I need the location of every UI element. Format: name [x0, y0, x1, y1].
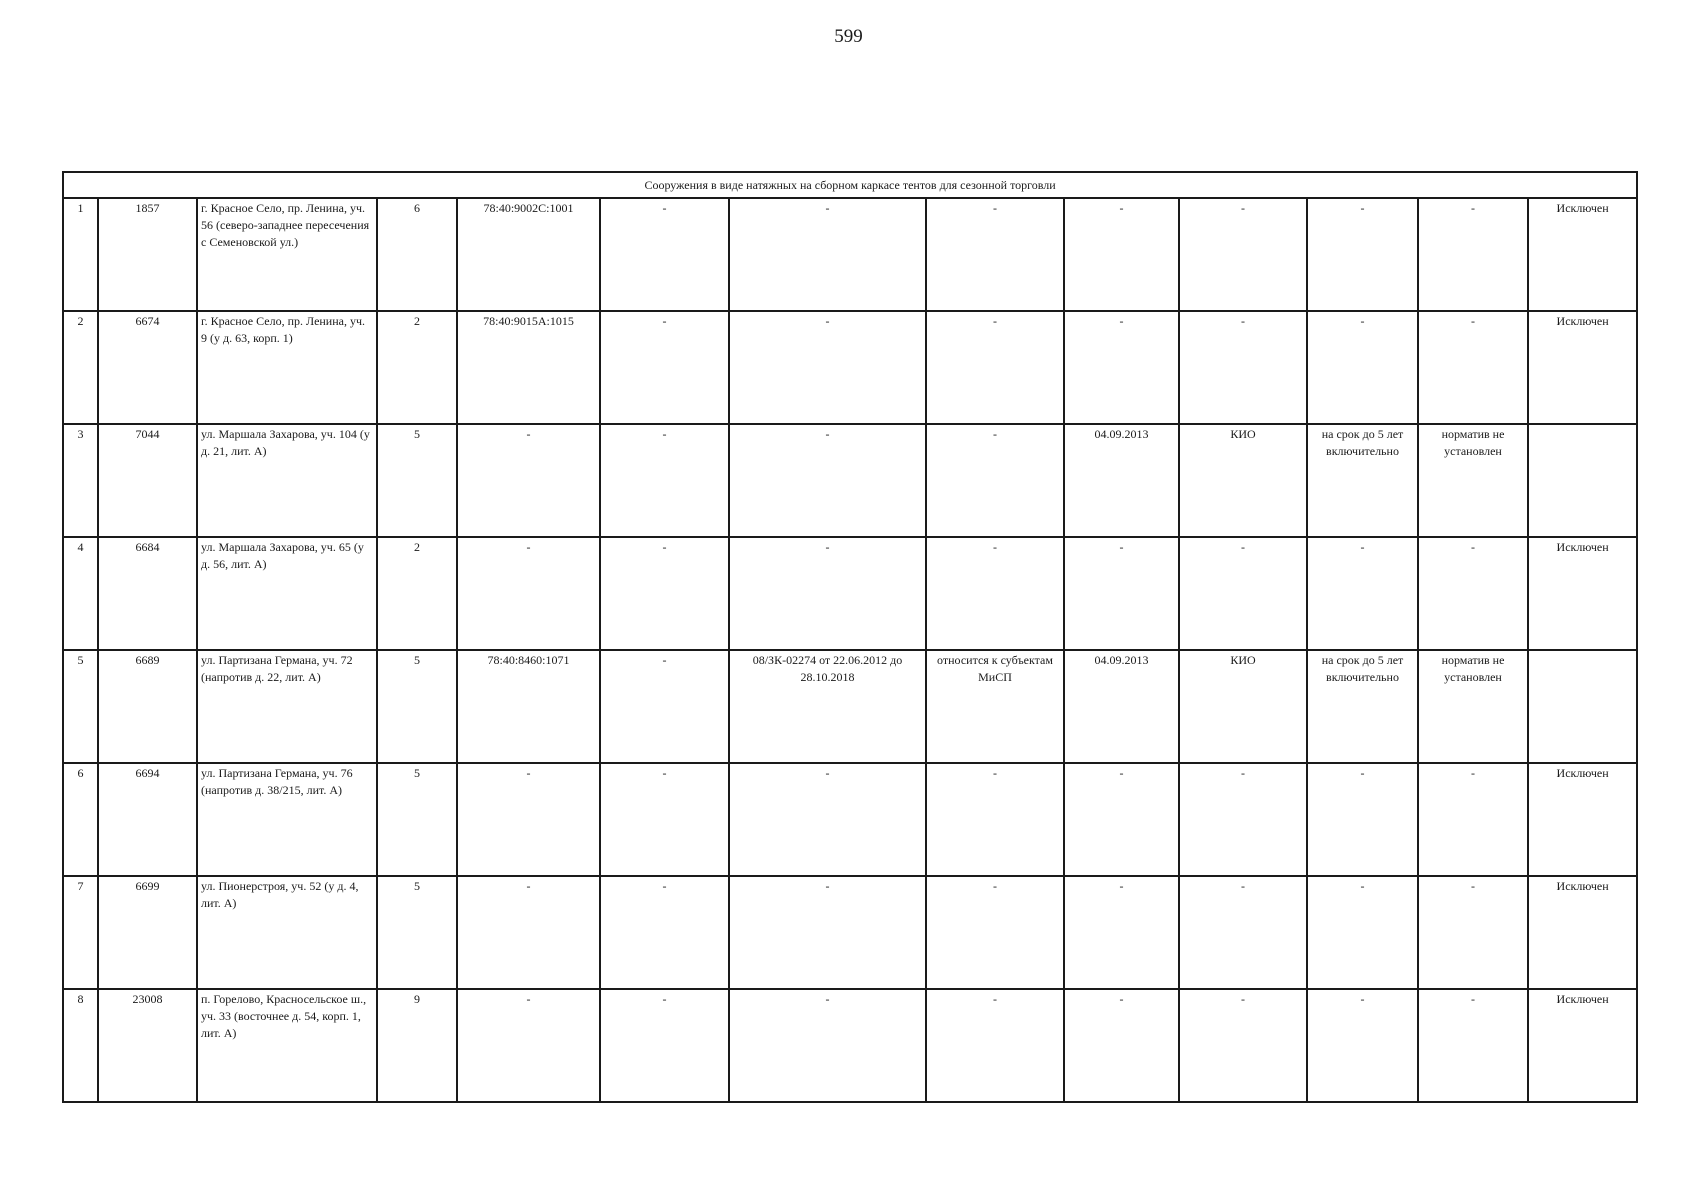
smb-status: - [926, 311, 1064, 424]
norm: - [1418, 989, 1528, 1102]
row-number: 6 [63, 763, 98, 876]
column-4: 2 [377, 311, 457, 424]
row-number: 2 [63, 311, 98, 424]
row-number: 3 [63, 424, 98, 537]
table-row [63, 198, 1637, 311]
smb-status: относится к субъектам МиСП [926, 650, 1064, 763]
address: п. Горелово, Красносельское ш., уч. 33 (восточнее д. 54, корп. 1, лит. А) [197, 989, 377, 1102]
smb-status: - [926, 198, 1064, 311]
cadastral-number: 78:40:9015А:1015 [457, 311, 600, 424]
column-6: - [600, 424, 729, 537]
date: 04.09.2013 [1064, 650, 1179, 763]
address: г. Красное Село, пр. Ленина, уч. 9 (у д. 63, корп. 1) [197, 311, 377, 424]
column-6: - [600, 650, 729, 763]
object-id: 6694 [98, 763, 197, 876]
contract-info: - [729, 876, 926, 989]
status: Исключен [1528, 198, 1637, 311]
smb-status: - [926, 876, 1064, 989]
column-6: - [600, 537, 729, 650]
norm: - [1418, 876, 1528, 989]
authority: - [1179, 763, 1307, 876]
cadastral-number: - [457, 763, 600, 876]
row-number: 1 [63, 198, 98, 311]
column-4: 5 [377, 763, 457, 876]
authority: - [1179, 537, 1307, 650]
row-number: 8 [63, 989, 98, 1102]
cadastral-number: - [457, 989, 600, 1102]
status: Исключен [1528, 311, 1637, 424]
column-6: - [600, 198, 729, 311]
column-4: 5 [377, 876, 457, 989]
table-row [63, 989, 1637, 1102]
address: ул. Партизана Германа, уч. 72 (напротив д. 22, лит. А) [197, 650, 377, 763]
cadastral-number: - [457, 876, 600, 989]
norm: - [1418, 763, 1528, 876]
registry-table [62, 171, 1638, 1103]
object-id: 23008 [98, 989, 197, 1102]
cadastral-number: - [457, 424, 600, 537]
norm: норматив не установлен [1418, 650, 1528, 763]
term: - [1307, 537, 1418, 650]
term: на срок до 5 лет включительно [1307, 424, 1418, 537]
contract-info: - [729, 537, 926, 650]
contract-info: 08/ЗК-02274 от 22.06.2012 до 28.10.2018 [729, 650, 926, 763]
object-id: 1857 [98, 198, 197, 311]
contract-info: - [729, 198, 926, 311]
term: на срок до 5 лет включительно [1307, 650, 1418, 763]
authority: КИО [1179, 650, 1307, 763]
row-number: 7 [63, 876, 98, 989]
term: - [1307, 989, 1418, 1102]
cadastral-number: - [457, 537, 600, 650]
column-6: - [600, 763, 729, 876]
date: 04.09.2013 [1064, 424, 1179, 537]
column-6: - [600, 989, 729, 1102]
table-row [63, 650, 1637, 763]
object-id: 6674 [98, 311, 197, 424]
column-4: 5 [377, 424, 457, 537]
address: ул. Партизана Германа, уч. 76 (напротив д. 38/215, лит. А) [197, 763, 377, 876]
object-id: 7044 [98, 424, 197, 537]
norm: - [1418, 198, 1528, 311]
contract-info: - [729, 763, 926, 876]
date: - [1064, 311, 1179, 424]
norm: норматив не установлен [1418, 424, 1528, 537]
norm: - [1418, 537, 1528, 650]
status [1528, 650, 1637, 763]
date: - [1064, 537, 1179, 650]
table-row [63, 537, 1637, 650]
authority: - [1179, 198, 1307, 311]
term: - [1307, 763, 1418, 876]
table-row [63, 763, 1637, 876]
authority: КИО [1179, 424, 1307, 537]
term: - [1307, 311, 1418, 424]
status [1528, 424, 1637, 537]
smb-status: - [926, 763, 1064, 876]
page-number: 599 [834, 26, 863, 47]
date: - [1064, 763, 1179, 876]
row-number: 5 [63, 650, 98, 763]
term: - [1307, 198, 1418, 311]
table-row [63, 876, 1637, 989]
date: - [1064, 198, 1179, 311]
status: Исключен [1528, 876, 1637, 989]
cadastral-number: 78:40:8460:1071 [457, 650, 600, 763]
status: Исключен [1528, 537, 1637, 650]
column-4: 5 [377, 650, 457, 763]
address: ул. Маршала Захарова, уч. 65 (у д. 56, лит. А) [197, 537, 377, 650]
smb-status: - [926, 424, 1064, 537]
address: ул. Пионерстроя, уч. 52 (у д. 4, лит. А) [197, 876, 377, 989]
column-4: 6 [377, 198, 457, 311]
table-row [63, 311, 1637, 424]
authority: - [1179, 989, 1307, 1102]
column-4: 9 [377, 989, 457, 1102]
term: - [1307, 876, 1418, 989]
authority: - [1179, 311, 1307, 424]
smb-status: - [926, 537, 1064, 650]
authority: - [1179, 876, 1307, 989]
address: г. Красное Село, пр. Ленина, уч. 56 (северо-западнее пересечения с Семеновской ул.) [197, 198, 377, 311]
norm: - [1418, 311, 1528, 424]
section-header-row [63, 172, 1637, 198]
section-title: Сооружения в виде натяжных на сборном каркасе тентов для сезонной торговли [63, 172, 1637, 198]
object-id: 6689 [98, 650, 197, 763]
contract-info: - [729, 989, 926, 1102]
object-id: 6699 [98, 876, 197, 989]
date: - [1064, 989, 1179, 1102]
table-row [63, 424, 1637, 537]
row-number: 4 [63, 537, 98, 650]
cadastral-number: 78:40:9002С:1001 [457, 198, 600, 311]
smb-status: - [926, 989, 1064, 1102]
column-6: - [600, 311, 729, 424]
column-6: - [600, 876, 729, 989]
status: Исключен [1528, 763, 1637, 876]
status: Исключен [1528, 989, 1637, 1102]
contract-info: - [729, 311, 926, 424]
column-4: 2 [377, 537, 457, 650]
date: - [1064, 876, 1179, 989]
contract-info: - [729, 424, 926, 537]
object-id: 6684 [98, 537, 197, 650]
address: ул. Маршала Захарова, уч. 104 (у д. 21, лит. А) [197, 424, 377, 537]
